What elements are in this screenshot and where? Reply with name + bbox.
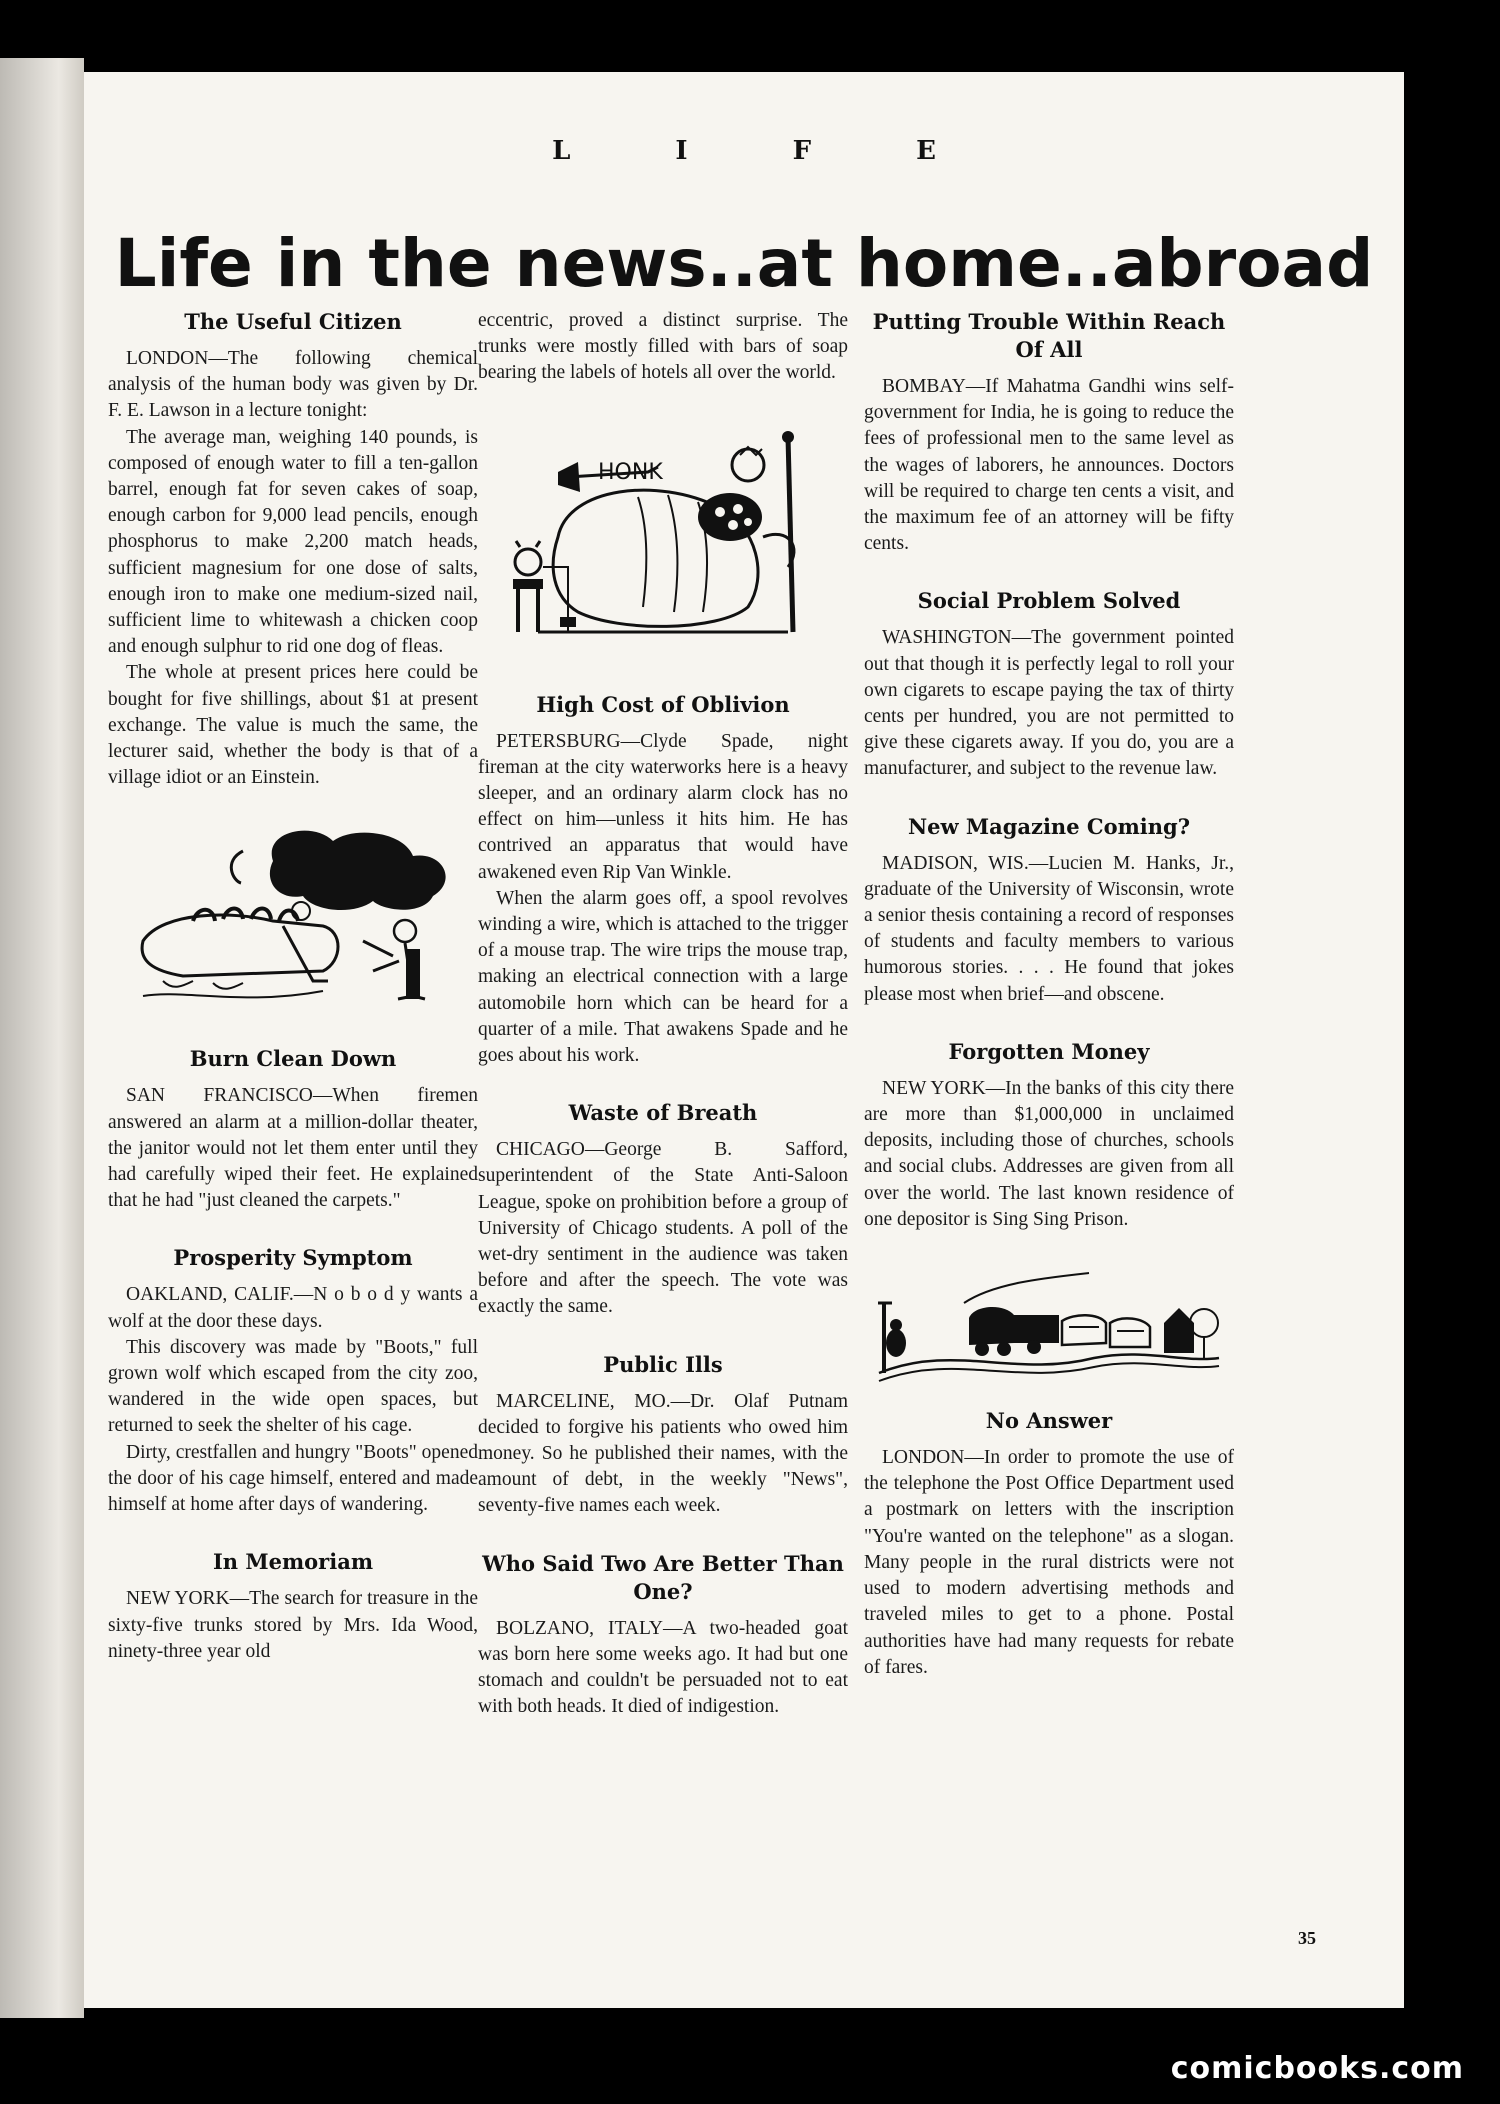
firemen-cartoon-illustration [123, 821, 463, 1021]
article-paragraph: BOLZANO, ITALY—A two-headed goat was born here some weeks ago. It had but one stomach and couldn't be persuaded not to eat with both heads. It died of indigestion. [478, 1617, 848, 1718]
article-paragraph: eccentric, proved a distinct surprise. The trunks were mostly filled with bars of soap bearing the labels of hotels all over the world. [478, 310, 848, 384]
article-social-problem [864, 587, 1234, 782]
article-paragraph: LONDON—In order to promote the use of the telephone the Post Office Department used a postmark on letters with the inscription "You're wanted on the telephone" as a slogan. Many people in the rural districts were not used to modern advertising methods and traveled miles to get to a phone. Postal authorities have had many requests for rebate of fares. [864, 1447, 1234, 1678]
article-paragraph: When the alarm goes off, a spool revolves winding a wire, which is attached to the trigger of a mouse trap. The wire trips the mouse trap, making an electrical connection with a large automobile horn which can be heard for a quarter of a mile. That awakens Spade and he goes about his work. [478, 887, 848, 1067]
article-title: Public Ills [603, 1351, 723, 1377]
article-title: No Answer [985, 1408, 1113, 1434]
article-title: High Cost of Oblivion [536, 691, 790, 717]
article-paragraph: The average man, weighing 140 pounds, is composed of enough water to fill a ten-gallon barrel, enough fat for seven cakes of soap, enough carbon for 9,000 lead pencils, enough phosphorus to make 2,200 match heads, sufficient magnesium for one dose of salts, enough iron to make one medium-sized nail, sufficient lime to whitewash a chicken coop and enough sulphur to rid one dog of fleas. [108, 426, 478, 658]
article-paragraph: OAKLAND, CALIF.—N o b o d y wants a wolf at the door these days. [108, 1284, 478, 1332]
article-forgotten-money [864, 1038, 1234, 1233]
article-title: Prosperity Symptom [173, 1245, 413, 1271]
article-paragraph: MADISON, WIS.—Lucien M. Hanks, Jr., graduate of the University of Wisconsin, wrote a senior thesis containing a record of responses of students and faculty members to various humorous stories. . . . He found that jokes please most when brief—and obscene. [864, 852, 1234, 1005]
column-1 [108, 308, 478, 1695]
running-head: L I F E [552, 136, 984, 166]
article-paragraph: MARCELINE, MO.—Dr. Olaf Putnam decided to forgive his patients who owed him money. So he published their names, with the amount of debt, in the weekly "News", seventy-five names each week. [478, 1390, 848, 1517]
article-title: Social Problem Solved [917, 588, 1181, 614]
article-putting-trouble [864, 308, 1234, 557]
article-title: Forgotten Money [948, 1038, 1150, 1064]
article-public-ills [478, 1351, 848, 1520]
article-paragraph: The whole at present prices here could be bought for five shillings, about $1 at present exchange. The value is much the same, the lecturer said, whether the body is that of a village idiot or an Einstein. [108, 662, 478, 789]
article-high-cost-of-oblivion [478, 691, 848, 1070]
article-new-magazine [864, 813, 1234, 1008]
article-in-memoriam [108, 1548, 478, 1665]
article-in-memoriam-continued [478, 308, 848, 387]
article-two-heads [478, 1550, 848, 1721]
article-paragraph: NEW YORK—The search for treasure in the sixty-five trunks stored by Mrs. Ida Wood, ninety-three year old [108, 1588, 478, 1662]
honk-label: HONK [598, 459, 663, 485]
alarm-clock-cartoon-illustration [498, 417, 828, 667]
article-title: Burn Clean Down [189, 1046, 397, 1072]
article-paragraph: LONDON—The following chemical analysis of the human body was given by Dr. F. E. Lawson in a lecture tonight: [108, 348, 478, 422]
article-paragraph: PETERSBURG—Clyde Spade, night fireman at the city waterworks here is a heavy sleeper, and an ordinary alarm clock has no effect on him—unless it hits him. He has contrived an apparatus that would have awakened even Rip Van Winkle. [478, 730, 848, 883]
train-cartoon-illustration [874, 1263, 1224, 1383]
magazine-page [84, 72, 1404, 2008]
article-paragraph: CHICAGO—George B. Safford, superintendent of the State Anti-Saloon League, spoke on prohibition before a group of University of Chicago students. A poll of the wet-dry sentiment in the audience was taken before and after the speech. The vote was exactly the same. [478, 1139, 848, 1318]
article-title: Who Said Two Are Better Than One? [482, 1550, 844, 1604]
article-paragraph: SAN FRANCISCO—When firemen answered an alarm at a million-dollar theater, the janitor would not let them enter until they had carefully wiped their feet. He explained that he had "just cleaned the carpets." [108, 1085, 478, 1212]
article-waste-of-breath [478, 1099, 848, 1320]
article-title: New Magazine Coming? [907, 813, 1191, 839]
page-headline: Life in the news..at home..abroad [114, 225, 1374, 302]
article-paragraph: NEW YORK—In the banks of this city there are more than $1,000,000 in unclaimed deposits, including those of churches, schools and social clubs. Addresses are given from all over the world. The last known residence of one depositor is Sing Sing Prison. [864, 1077, 1234, 1230]
article-useful-citizen [108, 308, 478, 791]
page-number: 35 [1298, 1928, 1316, 1948]
article-title: Putting Trouble Within Reach Of All [872, 309, 1226, 362]
article-paragraph: WASHINGTON—The government pointed out that though it is perfectly legal to roll your own cigarets to escape paying the tax of thirty cents per hundred, you are not permitted to give these cigarets away. If you do, you are a manufacturer, and subject to the revenue law. [864, 627, 1234, 780]
site-watermark: comicbooks.com [1170, 2051, 1464, 2086]
column-3 [864, 308, 1234, 1711]
article-prosperity-symptom [108, 1244, 478, 1518]
article-title: Waste of Breath [568, 1100, 758, 1126]
article-paragraph: Dirty, crestfallen and hungry "Boots" opened the door of his cage himself, entered and made himself at home after days of wandering. [108, 1441, 478, 1516]
article-paragraph: BOMBAY—If Mahatma Gandhi wins self-government for India, he is going to reduce the fees of professional men to the same level as the wages of laborers, he announces. Doctors will be required to charge ten cents a visit, and the maximum fee of an attorney will be fifty cents. [864, 376, 1234, 555]
article-paragraph: This discovery was made by "Boots," full grown wolf which escaped from the city zoo, wandered in the wide open spaces, but returned to seek the shelter of his cage. [108, 1336, 478, 1437]
article-title: The Useful Citizen [184, 309, 402, 334]
article-burn-clean-down [108, 1045, 478, 1214]
column-2 [478, 308, 848, 1751]
article-title: In Memoriam [212, 1549, 374, 1575]
facing-page-edge [0, 58, 84, 2018]
article-no-answer [864, 1407, 1234, 1681]
